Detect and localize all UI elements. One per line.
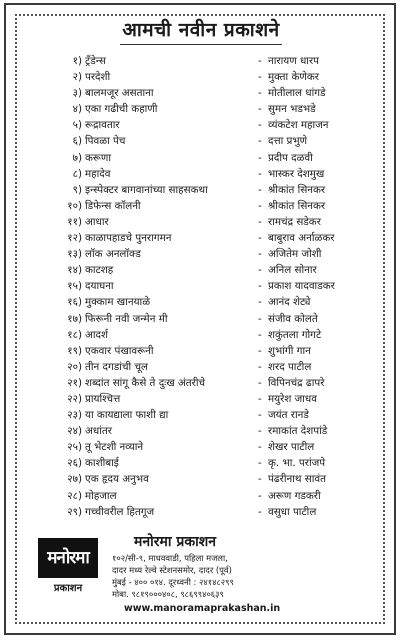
book-number: ९) bbox=[72, 183, 82, 196]
book-title: परदेशी bbox=[85, 71, 111, 84]
book-title: आदर्श bbox=[85, 328, 108, 341]
book-separator: - bbox=[258, 280, 262, 293]
book-number: २५) bbox=[67, 441, 82, 454]
book-separator: - bbox=[258, 103, 262, 116]
book-row bbox=[0, 471, 402, 487]
book-author: आनंद शेट्ये bbox=[268, 296, 311, 309]
book-title: दयाघना bbox=[85, 280, 114, 293]
book-row bbox=[0, 133, 402, 149]
book-author: विपिनचंद्र ढापरे bbox=[268, 376, 325, 389]
book-title: अधांतर bbox=[85, 425, 112, 438]
book-separator: - bbox=[258, 71, 262, 84]
book-row bbox=[0, 407, 402, 423]
book-separator: - bbox=[258, 183, 262, 196]
book-author: कृ. भा. परांजपे bbox=[268, 457, 326, 470]
book-number: ८) bbox=[72, 167, 82, 180]
book-separator: - bbox=[258, 151, 262, 164]
book-separator: - bbox=[258, 409, 262, 422]
book-author: शकुंतला गोगटे bbox=[268, 328, 322, 341]
book-row bbox=[0, 262, 402, 278]
book-separator: - bbox=[258, 360, 262, 373]
book-row bbox=[0, 327, 402, 343]
book-number: १६) bbox=[67, 296, 82, 309]
book-author: भास्कर देशमुख bbox=[268, 167, 325, 180]
book-separator: - bbox=[258, 344, 262, 357]
book-title: काशीबाई bbox=[85, 457, 119, 470]
book-title: रूद्रावतार bbox=[85, 119, 120, 132]
book-number: २) bbox=[72, 71, 82, 84]
book-title: फिरूनी नवी जन्मेन मी bbox=[85, 312, 168, 325]
book-number: ६) bbox=[72, 135, 82, 148]
book-author: शेखर पाटील bbox=[268, 441, 315, 454]
book-author: मुक्ता केणेकर bbox=[268, 71, 319, 84]
book-row bbox=[0, 488, 402, 504]
book-title: एका गढीची कहाणी bbox=[85, 103, 158, 116]
book-author: दत्ता प्रभुणे bbox=[268, 135, 308, 148]
book-number: १) bbox=[72, 55, 82, 67]
book-title: या कायद्याला फाशी द्या bbox=[85, 409, 169, 422]
book-row bbox=[0, 375, 402, 391]
book-author: व्यंकटेश महाजन bbox=[268, 119, 329, 132]
book-title: काळापहाडचे पुनरागमन bbox=[85, 232, 172, 245]
book-separator: - bbox=[258, 441, 262, 454]
book-author: श्रीकांत सिनकर bbox=[268, 199, 326, 212]
book-author: शुभांगी गान bbox=[268, 344, 311, 357]
book-separator: - bbox=[258, 457, 262, 470]
publisher-phone: मुंबई - ४०० ०१४. दूरध्वनी : २४१४८२९९ bbox=[112, 577, 234, 587]
book-title: एक हृदय अनुभव bbox=[85, 473, 149, 486]
book-title: आधार bbox=[85, 215, 109, 228]
book-separator: - bbox=[258, 199, 262, 212]
publisher-logo-mark: मनोरमा bbox=[38, 538, 98, 578]
book-author: बाबुराव अर्नाळकर bbox=[268, 232, 335, 245]
book-row bbox=[0, 230, 402, 246]
book-row bbox=[0, 278, 402, 294]
book-number: ७) bbox=[72, 151, 82, 164]
book-row bbox=[0, 214, 402, 230]
book-title: मोहजाल bbox=[85, 489, 117, 502]
book-separator: - bbox=[258, 296, 262, 309]
book-separator: - bbox=[258, 392, 262, 405]
publisher-address-line-2: दादर मध्य रेल्वे स्टेशनसमोर, दादर (पूर्व) bbox=[112, 565, 232, 575]
book-author: मोतीलाल धांगडे bbox=[268, 87, 326, 100]
book-number: २०) bbox=[67, 360, 82, 373]
book-title: लॉक अनलॉक्ड bbox=[85, 248, 141, 261]
book-author: वसुधा पाटील bbox=[268, 505, 317, 518]
book-title: करूणा bbox=[85, 151, 112, 164]
book-author: रामचंद्र सडेकर bbox=[268, 215, 321, 228]
book-separator: - bbox=[258, 232, 262, 245]
book-row bbox=[0, 198, 402, 214]
book-separator: - bbox=[258, 328, 262, 341]
book-row bbox=[0, 504, 402, 520]
book-title: प्रायश्चित्त bbox=[85, 392, 121, 405]
book-number: १०) bbox=[67, 199, 82, 212]
book-number: १४) bbox=[67, 264, 82, 277]
book-title: शब्दांत सांगू कैसे ते दुःख अंतरीचे bbox=[85, 376, 206, 389]
book-author: मयुरेश जाधव bbox=[268, 392, 317, 405]
book-author: प्रकाश यादवाडकर bbox=[268, 280, 335, 293]
book-author: जयंत रानडे bbox=[268, 409, 309, 422]
publisher-block bbox=[34, 532, 372, 625]
publisher-address-line-1: १०२/सी-९, माधववाडी, पहिला मजला, bbox=[112, 553, 228, 563]
book-number: ५) bbox=[72, 119, 82, 132]
book-row bbox=[0, 69, 402, 85]
book-author: अनिल सोनार bbox=[268, 264, 317, 277]
book-separator: - bbox=[258, 489, 262, 502]
book-author: नारायण धारप bbox=[268, 55, 320, 67]
book-number: १८) bbox=[67, 328, 82, 341]
book-row bbox=[0, 455, 402, 471]
book-separator: - bbox=[258, 167, 262, 180]
book-title: ट्रॅंडेन्स bbox=[85, 55, 106, 67]
book-number: ११) bbox=[67, 215, 82, 228]
book-separator: - bbox=[258, 473, 262, 486]
book-author: प्रदीप दळवी bbox=[268, 151, 313, 164]
book-number: २८) bbox=[67, 489, 82, 502]
publisher-logo-subtitle: प्रकाशन bbox=[53, 583, 83, 594]
book-author: सुमन भडभडे bbox=[268, 103, 316, 116]
book-row bbox=[0, 359, 402, 375]
publisher-logo bbox=[34, 538, 102, 596]
book-title: बालमजूर असताना bbox=[85, 87, 154, 100]
book-title: महादेव bbox=[85, 167, 111, 180]
book-row bbox=[0, 311, 402, 327]
book-number: ४) bbox=[72, 103, 82, 116]
publisher-website: www.manoramaprakashan.in bbox=[124, 603, 281, 614]
book-number: २६) bbox=[67, 457, 82, 470]
book-separator: - bbox=[258, 376, 262, 389]
book-separator: - bbox=[258, 215, 262, 228]
book-row bbox=[0, 391, 402, 407]
book-row bbox=[0, 150, 402, 166]
publisher-mobile: मोबा. ९८१९०००४०८, ९८६९९४०६३९ bbox=[112, 589, 224, 599]
book-row bbox=[0, 439, 402, 455]
book-row bbox=[0, 101, 402, 117]
book-number: ३) bbox=[72, 87, 82, 100]
book-separator: - bbox=[258, 505, 262, 518]
book-separator: - bbox=[258, 87, 262, 100]
book-separator: - bbox=[258, 312, 262, 325]
book-number: २२) bbox=[67, 392, 82, 405]
book-number: २३) bbox=[67, 409, 82, 422]
book-row bbox=[0, 182, 402, 198]
book-number: १३) bbox=[67, 248, 82, 261]
book-row bbox=[0, 117, 402, 133]
book-title: एकवार पंखावरूनी bbox=[85, 344, 154, 357]
book-author: रमाकांत देशपांडे bbox=[268, 425, 328, 438]
book-separator: - bbox=[258, 248, 262, 261]
book-author: अजितेम जोशी bbox=[268, 248, 322, 261]
book-title: काटशह bbox=[85, 264, 114, 277]
book-title: तू भेटशी नव्याने bbox=[85, 441, 144, 454]
book-title: इन्स्पेक्टर बागवानांच्या साहसकथा bbox=[85, 183, 208, 196]
book-author: पंढरीनाथ सावंत bbox=[268, 473, 326, 486]
book-author: श्रीकांत सिनकर bbox=[268, 183, 326, 196]
book-author: शरद पाटील bbox=[268, 360, 312, 373]
book-row bbox=[0, 166, 402, 182]
book-row bbox=[0, 423, 402, 439]
book-row bbox=[0, 85, 402, 101]
book-separator: - bbox=[258, 135, 262, 148]
book-number: १७) bbox=[67, 312, 82, 325]
book-author: संजीव कोलते bbox=[268, 312, 318, 325]
book-number: १२) bbox=[67, 232, 82, 245]
book-separator: - bbox=[258, 119, 262, 132]
book-separator: - bbox=[258, 55, 262, 67]
publisher-name: मनोरमा प्रकाशन bbox=[134, 534, 216, 550]
book-number: १९) bbox=[67, 344, 82, 357]
book-number: २७) bbox=[67, 473, 82, 486]
book-list bbox=[0, 53, 402, 520]
title-underline bbox=[120, 44, 282, 45]
book-title: डिफेन्स कॉलनी bbox=[85, 199, 141, 212]
book-row bbox=[0, 343, 402, 359]
book-number: १५) bbox=[67, 280, 82, 293]
book-number: २९) bbox=[67, 505, 82, 518]
book-number: २१) bbox=[67, 376, 82, 389]
book-title: पिवळा पेच bbox=[85, 135, 126, 148]
book-title: मुक्काम खानयाळे bbox=[85, 296, 151, 309]
page-title: आमची नवीन प्रकाशने bbox=[122, 19, 280, 41]
book-row bbox=[0, 294, 402, 310]
book-title: गच्चीवरील हितगूज bbox=[85, 505, 155, 518]
book-number: २४) bbox=[67, 425, 82, 438]
book-row bbox=[0, 53, 402, 69]
book-title: तीन दगडांची चूल bbox=[85, 360, 148, 373]
book-separator: - bbox=[258, 425, 262, 438]
book-separator: - bbox=[258, 264, 262, 277]
book-author: अरूण गडकरी bbox=[268, 489, 321, 502]
book-row bbox=[0, 246, 402, 262]
